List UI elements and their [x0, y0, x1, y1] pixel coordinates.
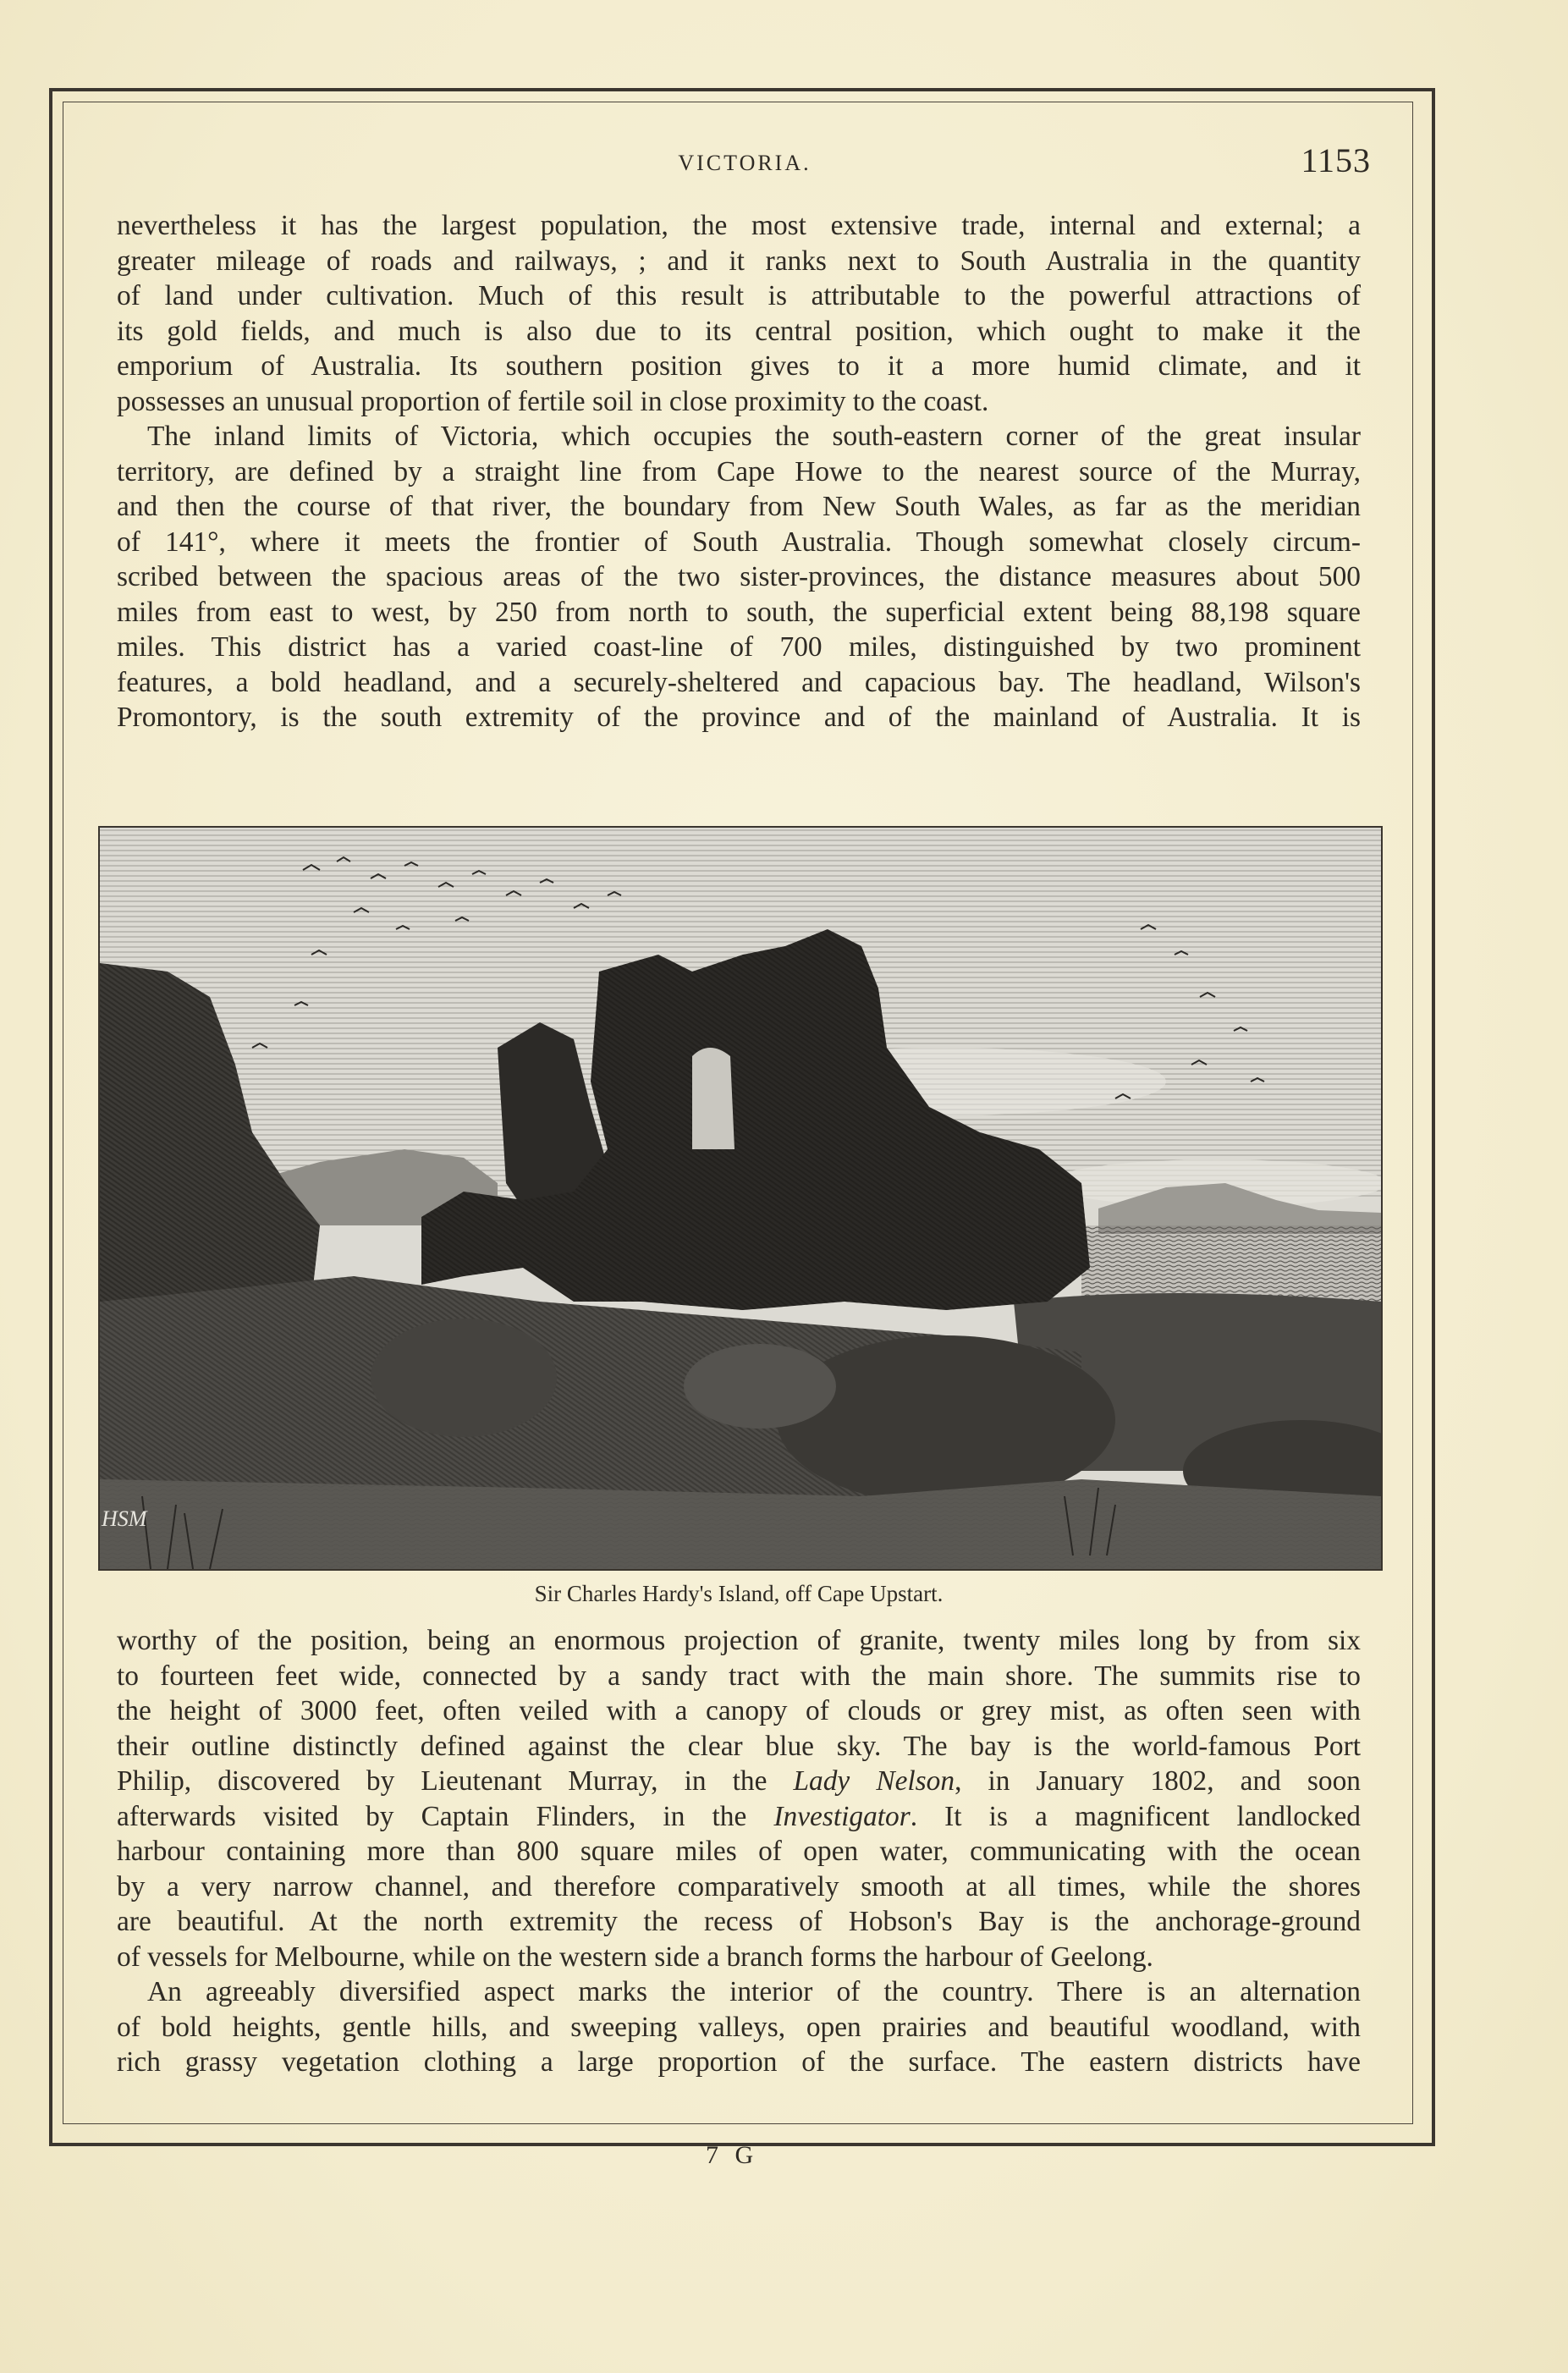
text-line: the height of 3000 feet, often veiled with a canopy of clouds or grey mist, as often seen with [117, 1695, 1361, 1726]
text-line: rich grassy vegetation clothing a large proportion of the surface. The eastern districts have [117, 2046, 1361, 2078]
text-line: scribed between the spacious areas of the two sister-provinces, the distance measures about 500 [117, 561, 1361, 592]
text-line: by a very narrow channel, and therefore comparatively smooth at all times, while the shores [117, 1870, 1361, 1902]
text-line: Promontory, is the south extremity of the province and of the mainland of Australia. It is [117, 702, 1361, 733]
ship-name-investigator: Investigator [773, 1800, 911, 1832]
page-header [110, 140, 1379, 191]
text-line: to fourteen feet wide, connected by a sandy tract with the main shore. The summits rise to [117, 1660, 1361, 1692]
running-head: VICTORIA. [678, 151, 812, 175]
text-span: . It is a magnificent landlocked [910, 1800, 1361, 1832]
text-line: emporium of Australia. Its southern position gives to it a more humid climate, and it [117, 350, 1361, 382]
printer-signature-mark: 7 G [706, 2141, 759, 2169]
text-line: their outline distinctly defined against the clear blue sky. The bay is the world-famous Port [117, 1730, 1361, 1762]
text-line [117, 1799, 1361, 1835]
coastal-rock-engraving [100, 828, 1381, 1569]
text-line: of 141°, where it meets the frontier of South Australia. Though somewhat closely circum- [117, 526, 1361, 558]
text-line: of land under cultivation. Much of this result is attributable to the powerful attractions of [117, 280, 1361, 311]
text-line: An agreeably diversified aspect marks the interior of the country. There is an alternation [147, 1976, 1361, 2007]
text-line: The inland limits of Victoria, which occupies the south-eastern corner of the great insular [147, 421, 1361, 452]
text-line: miles from east to west, by 250 from north to south, the superficial extent being 88,198 square [117, 596, 1361, 628]
engraving-illustration [98, 826, 1383, 1571]
page-number: 1153 [1301, 141, 1371, 179]
text-line: territory, are defined by a straight line from Cape Howe to the nearest source of the Murray, [117, 455, 1361, 487]
text-span: Philip, discovered by Lieutenant Murray, in the [117, 1765, 794, 1797]
text-line: possesses an unusual proportion of fertile soil in close proximity to the coast. [117, 385, 989, 417]
text-line [117, 1764, 1361, 1799]
text-line: of bold heights, gentle hills, and sweeping valleys, open prairies and beautiful woodland, with [117, 2011, 1361, 2043]
text-line: miles. This district has a varied coast-line of 700 miles, distinguished by two prominent [117, 631, 1361, 663]
text-line: worthy of the position, being an enormous projection of granite, twenty miles long by from six [117, 1625, 1361, 1656]
text-line: nevertheless it has the largest population, the most extensive trade, internal and external; a [117, 210, 1361, 241]
text-line: are beautiful. At the north extremity the recess of Hobson's Bay is the anchorage-ground [117, 1906, 1361, 1937]
text-line: of vessels for Melbourne, while on the western side a branch forms the harbour of Geelong. [117, 1941, 1153, 1973]
engraver-signature: HSM [102, 1506, 147, 1531]
text-span: afterwards visited by Captain Flinders, in the [117, 1800, 774, 1832]
text-line: and then the course of that river, the boundary from New South Wales, as far as the meridian [117, 491, 1361, 522]
text-block-top [117, 208, 1361, 735]
figure-caption: Sir Charles Hardy's Island, off Cape Upstart. [534, 1581, 944, 1606]
text-line: harbour containing more than 800 square miles of open water, communicating with the ocean [117, 1836, 1361, 1867]
ship-name-lady-nelson: Lady Nelson [793, 1765, 955, 1797]
text-span: , in January 1802, and soon [955, 1765, 1361, 1797]
text-line: its gold fields, and much is also due to its central position, which ought to make it the [117, 315, 1361, 347]
text-block-bottom [117, 1623, 1361, 2080]
text-line: greater mileage of roads and railways, ; and it ranks next to South Australia in the quantity [117, 245, 1361, 277]
text-line: features, a bold headland, and a securely-sheltered and capacious bay. The headland, Wilson's [117, 666, 1361, 698]
